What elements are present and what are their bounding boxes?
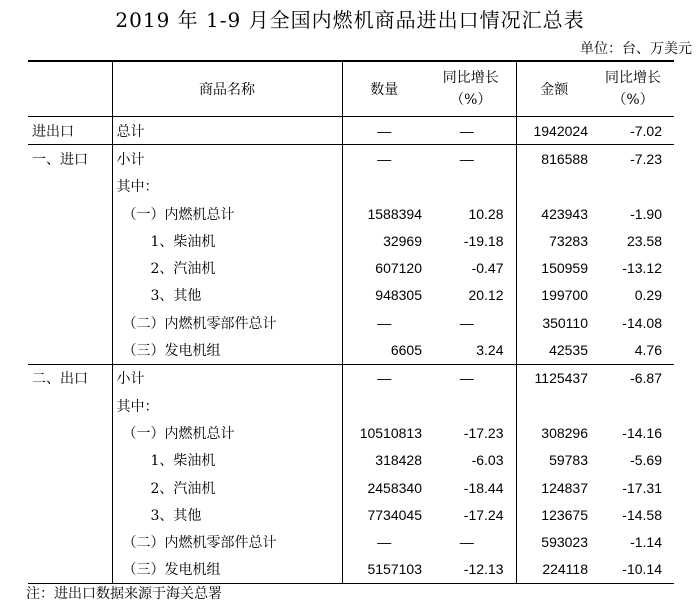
table-title: 2019 年 1-9 月全国内燃机商品进出口情况汇总表 <box>115 8 585 32</box>
cell-amount <box>516 173 592 200</box>
cell-qty-yoy: — <box>459 314 474 331</box>
cell-name: （一）内燃机总计 <box>112 419 342 446</box>
table-row <box>28 200 674 227</box>
table-row <box>28 528 674 555</box>
table-row <box>28 474 674 501</box>
cell-qty: 10510813 <box>342 419 426 446</box>
cell-amount: 150959 <box>516 254 592 281</box>
header-amt-yoy-line1: 同比增长 <box>605 70 661 86</box>
header-qty-yoy-line1: 同比增长 <box>442 70 499 86</box>
unit-label: 单位：台、万美元 <box>580 41 692 57</box>
cell-section <box>28 227 112 254</box>
cell-section: 进出口 <box>32 123 74 140</box>
cell-name: 总计 <box>112 117 342 145</box>
cell-qty-yoy: -6.03 <box>471 452 504 469</box>
cell-name: （二）内燃机零部件总计 <box>112 309 342 336</box>
cell-qty: 318428 <box>342 447 426 474</box>
cell-name: （二）内燃机零部件总计 <box>112 528 342 555</box>
cell-qty: — <box>342 528 426 555</box>
cell-name: 3、其他 <box>112 501 342 528</box>
cell-section <box>28 501 112 528</box>
cell-name: 小计 <box>112 364 342 392</box>
cell-section <box>28 447 112 474</box>
cell-amt-yoy: -7.23 <box>592 145 674 173</box>
cell-amt-yoy: -1.90 <box>630 205 662 222</box>
cell-amount: 42535 <box>516 336 592 364</box>
table-row <box>28 392 674 419</box>
cell-qty-yoy <box>426 173 516 200</box>
table-body <box>28 117 674 584</box>
table-row <box>28 117 674 145</box>
cell-qty: 32969 <box>342 227 426 254</box>
cell-section <box>28 254 112 281</box>
cell-qty-yoy <box>426 392 516 419</box>
cell-amount: 224118 <box>516 556 592 584</box>
cell-qty-yoy: — <box>426 145 516 173</box>
cell-section <box>28 336 112 364</box>
table-row <box>28 556 674 584</box>
table-row <box>28 145 674 173</box>
cell-amt-yoy: -17.31 <box>622 479 662 496</box>
cell-amt-yoy: -14.16 <box>622 424 662 441</box>
cell-name: 其中： <box>112 392 342 419</box>
cell-amt-yoy: -6.87 <box>592 364 674 392</box>
table-row <box>28 173 674 200</box>
cell-amount: 816588 <box>516 145 592 173</box>
cell-qty <box>342 173 426 200</box>
cell-section <box>28 474 112 501</box>
cell-qty: 7734045 <box>342 501 426 528</box>
trade-summary-table <box>28 60 674 584</box>
cell-amount: 593023 <box>516 528 592 555</box>
cell-name: 2、汽油机 <box>112 254 342 281</box>
cell-qty-yoy: -12.13 <box>426 556 516 584</box>
cell-qty <box>342 392 426 419</box>
cell-amount: 308296 <box>516 419 592 446</box>
cell-qty-yoy: -17.23 <box>463 424 504 441</box>
cell-name: （三）发电机组 <box>112 556 342 584</box>
cell-section <box>28 309 112 336</box>
cell-qty: 948305 <box>342 282 426 309</box>
cell-amt-yoy: -1.14 <box>630 534 662 551</box>
table-row <box>28 282 674 309</box>
cell-amount: 350110 <box>516 309 592 336</box>
table-row <box>28 254 674 281</box>
cell-name: 小计 <box>112 145 342 173</box>
cell-qty-yoy: -19.18 <box>463 232 504 249</box>
cell-section <box>28 282 112 309</box>
cell-amt-yoy <box>592 173 674 200</box>
cell-amount: 59783 <box>516 447 592 474</box>
table-row <box>28 501 674 528</box>
cell-name: 2、汽油机 <box>112 474 342 501</box>
cell-section <box>28 392 112 419</box>
cell-qty-yoy: — <box>426 364 516 392</box>
header-qty-yoy-line2: （%） <box>450 92 492 108</box>
cell-qty-yoy: -17.24 <box>463 506 504 523</box>
header-row <box>28 61 674 117</box>
cell-section <box>28 528 112 555</box>
cell-qty-yoy: — <box>459 122 474 139</box>
header-qty: 数量 <box>342 61 426 117</box>
header-qty-yoy <box>426 61 516 117</box>
header-section <box>28 61 112 117</box>
table-row <box>28 364 674 392</box>
cell-amount: 423943 <box>516 200 592 227</box>
cell-name: 1、柴油机 <box>112 227 342 254</box>
cell-qty: 2458340 <box>342 474 426 501</box>
cell-amt-yoy: 4.76 <box>634 342 662 359</box>
cell-amt-yoy: -7.02 <box>630 122 662 139</box>
header-amount: 金额 <box>516 61 592 117</box>
header-amt-yoy-line2: （%） <box>612 92 654 108</box>
cell-name: 其中： <box>112 173 342 200</box>
cell-section <box>28 419 112 446</box>
cell-amount: 73283 <box>516 227 592 254</box>
cell-name: 1、柴油机 <box>112 447 342 474</box>
table-row <box>28 309 674 336</box>
cell-qty: — <box>342 117 426 145</box>
cell-amt-yoy: -14.58 <box>622 506 662 523</box>
cell-qty-yoy: 10.28 <box>468 205 504 222</box>
cell-section: 一、进口 <box>28 145 112 173</box>
source-note: 注：进出口数据来源于海关总署 <box>26 586 222 602</box>
cell-amount: 1125437 <box>516 364 592 392</box>
cell-amount <box>516 392 592 419</box>
cell-amt-yoy: -13.12 <box>622 260 662 277</box>
header-name: 商品名称 <box>112 61 342 117</box>
cell-amount: 1942024 <box>516 117 592 145</box>
cell-qty: — <box>342 364 426 392</box>
cell-section <box>28 556 112 584</box>
cell-qty: 5157103 <box>342 556 426 584</box>
table-row <box>28 227 674 254</box>
cell-name: （三）发电机组 <box>112 336 342 364</box>
cell-section <box>28 200 112 227</box>
cell-amt-yoy: -10.14 <box>592 556 674 584</box>
cell-amount: 123675 <box>516 501 592 528</box>
cell-qty-yoy: — <box>459 534 474 551</box>
cell-amt-yoy <box>592 392 674 419</box>
cell-qty-yoy: -0.47 <box>471 260 504 277</box>
cell-section: 二、出口 <box>28 364 112 392</box>
cell-amount: 199700 <box>516 282 592 309</box>
cell-amt-yoy: 23.58 <box>626 232 662 249</box>
cell-qty: — <box>342 309 426 336</box>
cell-amount: 124837 <box>516 474 592 501</box>
cell-qty-yoy: -18.44 <box>463 479 504 496</box>
cell-amt-yoy: 0.29 <box>634 287 662 304</box>
cell-qty: 1588394 <box>342 200 426 227</box>
cell-amt-yoy: -14.08 <box>622 314 662 331</box>
table-row <box>28 447 674 474</box>
cell-amt-yoy: -5.69 <box>630 452 662 469</box>
cell-qty-yoy: 3.24 <box>476 342 504 359</box>
cell-name: （一）内燃机总计 <box>112 200 342 227</box>
cell-section <box>28 173 112 200</box>
cell-qty: 6605 <box>342 336 426 364</box>
table-row <box>28 336 674 364</box>
cell-qty-yoy: 20.12 <box>468 287 504 304</box>
header-amt-yoy <box>592 61 674 117</box>
cell-name: 3、其他 <box>112 282 342 309</box>
cell-qty: — <box>342 145 426 173</box>
cell-qty: 607120 <box>342 254 426 281</box>
table-row <box>28 419 674 446</box>
